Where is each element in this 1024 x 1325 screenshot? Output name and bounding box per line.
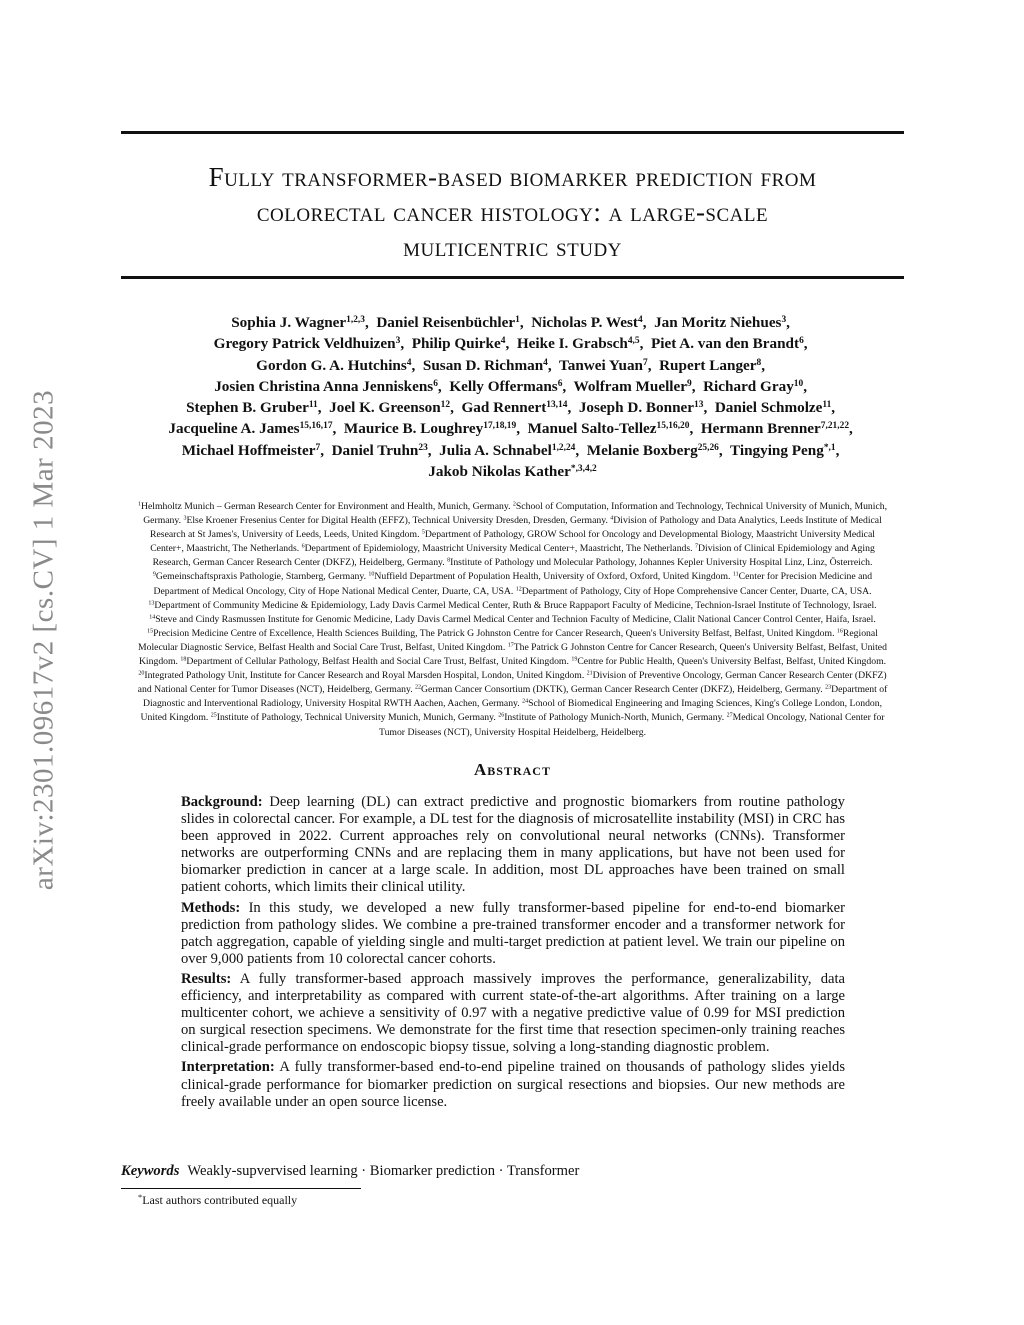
affiliation-text: Steve and Cindy Rasmussen Institute for Genomic Medicine, Lady Davis Carmel Medical Center and Technion Faculty of Medicine, Clalit National Cancer Control Center, Haifa, Israel. xyxy=(155,613,876,625)
affiliation-text: Institute of Pathology, Technical University Munich, Munich, Germany. xyxy=(216,712,499,724)
author-affiliation-marks: 6 xyxy=(433,378,438,389)
author-name: Sophia J. Wagner xyxy=(231,314,347,331)
affiliation-text: Germany. xyxy=(143,515,184,527)
affiliation-line xyxy=(121,711,904,725)
affiliation-line xyxy=(121,585,904,599)
author-affiliation-marks: 1,2,24 xyxy=(551,442,576,453)
author-name: Daniel Reisenbüchler xyxy=(376,314,516,331)
abstract-background-text: Deep learning (DL) can extract predictive and prognostic biomarkers from routine pathology slides in colorectal cancer. For example, a DL test for the diagnosis of microsatellite instability (MSI) in CRC has been approved in 2022. Current approaches rely on convolutional neural networks (CNNs). Transformer networks are outperforming CNNs and are replacing them in many applications, but have not been used for biomarker prediction in cancer at a large scale. In addition, most DL approaches have been trained on small patient cohorts, which limits their clinical utility. xyxy=(181,794,845,896)
affiliation-number: 13 xyxy=(148,600,155,607)
author-affiliation-marks: 4 xyxy=(543,357,548,368)
author-affiliation-marks: 15,16,20 xyxy=(656,421,690,432)
author-name: Richard Gray xyxy=(703,377,794,395)
author-line: Gordon G. A. Hutchins$^4$, Susan D. Richman$^4$, Tanwei Yuan$^7$, Rupert Langer$^8$, xyxy=(256,356,769,374)
affiliation-number: 9 xyxy=(152,572,156,579)
abstract-interpretation-label: Interpretation: xyxy=(181,1059,275,1076)
author-affiliation-marks: 13,14 xyxy=(546,400,568,411)
title-top-rule xyxy=(121,131,904,134)
author-affiliation-marks: 4 xyxy=(637,314,643,325)
affiliation-text: Diagnostic and Interventional Radiology, University Hospital RWTH Aachen, Aachen, Germany. xyxy=(142,698,523,710)
affiliation-text: Department of xyxy=(831,684,888,696)
author-name: Maurice B. Loughrey xyxy=(343,420,484,438)
author-affiliation-marks: *,1 xyxy=(823,442,836,453)
author-line: Josien Christina Anna Jenniskens$^6$, Kelly Offermans$^6$, Wolfram Mueller$^9$, Richard Gray$^{10}$, xyxy=(214,377,811,395)
author-name: Rupert Langer xyxy=(659,356,757,374)
affiliation-text: Division of Preventive Oncology, German Cancer Research Center (DKFZ) xyxy=(592,670,887,682)
affiliation-number: 8 xyxy=(447,558,451,565)
affiliation-text: Nuffield Department of Population Health, University of Oxford, Oxford, United Kingdom. xyxy=(374,571,733,583)
affiliation-text: Else Kroener Fresenius Center for Digital Health (EFFZ), Technical University Dresden, Dresden, Germany. xyxy=(186,515,611,527)
affiliation-text: School of Biomedical Engineering and Imaging Sciences, King's College London, London, xyxy=(528,698,883,710)
author-affiliation-marks: 9 xyxy=(687,378,692,389)
author-affiliation-marks: 10 xyxy=(793,378,804,389)
affiliation-line xyxy=(121,655,904,669)
author-name: Heike I. Grabsch xyxy=(516,335,628,353)
affiliation-text: School of Computation, Information and Technology, Technical University of Munich, Munich, xyxy=(515,501,888,512)
author-name: Melanie Boxberg xyxy=(586,441,698,459)
affiliation-line xyxy=(121,599,904,613)
author-affiliation-marks: 4 xyxy=(406,357,412,368)
affiliation-text: Research, German Cancer Research Center (DKFZ), Heidelberg, Germany. xyxy=(152,557,448,569)
author-name: Julia A. Schnabel xyxy=(439,441,552,459)
affiliation-text: Integrated Pathology Unit, Institute for Cancer Research and Royal Marsden Hospital, London, United Kingdom. xyxy=(144,670,587,682)
author-name: Philip Quirke xyxy=(411,335,501,353)
author-name: Manuel Salto-Tellez xyxy=(527,420,657,438)
author-name: Wolfram Mueller xyxy=(573,377,687,395)
author-name: Daniel Truhn xyxy=(331,441,419,459)
affiliations xyxy=(121,500,904,740)
author-name: Hermann Brenner xyxy=(700,420,821,438)
affiliation-number: 12 xyxy=(515,586,522,593)
affiliation-line xyxy=(121,500,904,514)
affiliation-number: 1 xyxy=(137,501,141,508)
author-name: Jakob Nikolas Kather xyxy=(428,463,571,481)
affiliation-number: 23 xyxy=(825,684,832,691)
affiliation-text: Regional xyxy=(842,627,878,639)
author-name: Nicholas P. West xyxy=(531,314,638,331)
affiliation-line xyxy=(121,514,904,528)
abstract-methods xyxy=(181,900,845,968)
author-affiliation-marks: 7 xyxy=(643,357,648,368)
author-affiliation-marks: 8 xyxy=(756,357,762,368)
affiliation-text: Center+, Maastricht, The Netherlands. xyxy=(150,543,302,555)
author-name: Stephen B. Gruber xyxy=(186,399,309,417)
affiliation-number: 11 xyxy=(732,572,739,579)
author-line: Jacqueline A. James$^{15,16,17}$, Maurice B. Loughrey$^{17,18,19}$, Manuel Salto-Tellez$^{15,16,20}$, Hermann Brenner$^{7,21,22}$, xyxy=(168,420,857,438)
paper-title xyxy=(121,160,904,265)
author-affiliation-marks: 6 xyxy=(799,336,804,347)
author-name: Jan Moritz Niehues xyxy=(654,314,782,331)
author-affiliation-marks: 4 xyxy=(500,336,506,347)
keywords-label: Keywords xyxy=(121,1163,180,1179)
affiliation-line xyxy=(121,528,904,542)
author-affiliation-marks: 1,2,3 xyxy=(346,314,365,325)
affiliation-text: Research at St James's, University of Leeds, Leeds, United Kingdom. xyxy=(150,529,422,541)
author-affiliation-marks: 13 xyxy=(694,400,704,411)
affiliation-line xyxy=(121,627,904,641)
abstract-interpretation-text: A fully transformer-based end-to-end pipeline trained on thousands of pathology slides yields clinical-grade performance for biomarker prediction on surgical resections and biopsies. Our new methods are freely available under an open source license. xyxy=(181,1059,845,1110)
title-line: Fully transformer-based biomarker prediction from xyxy=(208,162,817,192)
affiliation-text: and National Center for Tumor Diseases (NCT), Heidelberg, Germany. xyxy=(137,684,416,696)
affiliation-text: Department of Community Medicine & Epidemiology, Lady Davis Carmel Medical Center, Ruth & Bruce Rappaport Faculty of Medicine, Technion-Israel Institute of Technology, Israel. xyxy=(154,599,877,611)
author-line: Sophia J. Wagner$^{1,2,3}$, Daniel Reisenbüchler$^1$, Nicholas P. West$^4$, Jan Moritz Niehues$^3$, xyxy=(231,314,794,331)
affiliation-text: Centre for Public Health, Queen's University Belfast, Belfast, United Kingdom. xyxy=(577,656,887,668)
author-name: Daniel Schmolze xyxy=(714,399,823,417)
affiliation-text: Kingdom. xyxy=(138,656,181,668)
affiliation-line xyxy=(121,556,904,570)
affiliation-text: Molecular Diagnostic Service, Belfast Health and Social Care Trust, Belfast, United Kingdom. xyxy=(138,641,508,653)
author-affiliation-marks: 1 xyxy=(515,314,520,325)
affiliation-number: 3 xyxy=(183,515,187,522)
affiliation-number: 22 xyxy=(415,684,422,691)
author-name: Piet A. van den Brandt xyxy=(650,335,800,353)
affiliation-number: 6 xyxy=(301,543,305,550)
affiliation-text: Gemeinschaftspraxis Pathologie, Starnberg, Germany. xyxy=(155,571,369,583)
affiliation-text: Helmholtz Munich – German Research Center for Environment and Health, Munich, Germany. xyxy=(140,501,513,512)
author-name: Susan D. Richman xyxy=(422,356,544,374)
abstract-background xyxy=(181,794,845,897)
title-line: colorectal cancer histology: a large-scale xyxy=(256,197,769,227)
abstract-body xyxy=(181,794,845,1114)
affiliation-number: 2 xyxy=(512,501,516,508)
keywords xyxy=(121,1163,579,1180)
abstract-results-text: A fully transformer-based approach massively improves the performance, generalizability, data efficiency, and interpretability as compared with current state-of-the-art algorithms. After training on a large multicenter cohort, we achieve a sensitivity of 0.97 with a negative predictive value of 0.99 for MSI prediction on surgical resection specimens. We demonstrate for the first time that resection specimen-only training reaches clinical-grade performance on endoscopic biopsy tissue, solving a long-standing diagnostic problem. xyxy=(181,970,846,1056)
affiliation-line xyxy=(121,726,904,740)
affiliation-line xyxy=(121,683,904,697)
footnote-mark: * xyxy=(138,1192,143,1202)
author-affiliation-marks: 25,26 xyxy=(697,442,719,453)
author-affiliation-marks: 11 xyxy=(822,400,832,411)
author-list xyxy=(121,312,904,482)
footnote-rule xyxy=(121,1188,361,1189)
author-name: Gregory Patrick Veldhuizen xyxy=(213,335,396,353)
affiliation-text: Department of Epidemiology, Maastricht University Medical Center+, Maastricht, The Netherlands. xyxy=(304,543,695,555)
affiliation-text: German Cancer Consortium (DKTK), German Cancer Research Center (DKFZ), Heidelberg, Germany. xyxy=(421,684,826,696)
affiliation-text: Department of Cellular Pathology, Belfast Health and Social Care Trust, Belfast, United Kingdom. xyxy=(186,656,572,668)
author-affiliation-marks: 6 xyxy=(557,378,563,389)
affiliation-text: Institute of Pathology und Molecular Pathology, Johannes Kepler University Hospital Linz, Linz, Österreich. xyxy=(450,557,873,569)
affiliation-text: United Kingdom. xyxy=(140,712,211,724)
affiliation-number: 25 xyxy=(210,713,217,720)
author-affiliation-marks: 11 xyxy=(308,400,318,411)
author-line xyxy=(121,461,904,482)
affiliation-text: Precision Medicine Centre of Excellence, Health Sciences Building, The Patrick G Johnston Centre for Cancer Research, Queen's University Belfast, Belfast, United Kingdom. xyxy=(153,627,837,639)
author-line: Gregory Patrick Veldhuizen$^3$, Philip Quirke$^4$, Heike I. Grabsch$^{4,5}$, Piet A. van den Brandt$^6$, xyxy=(213,335,812,353)
affiliation-text: Department of Pathology, City of Hope Comprehensive Cancer Center, Duarte, CA, USA. xyxy=(521,585,872,597)
author-name: Gordon G. A. Hutchins xyxy=(256,356,407,374)
affiliation-number: 5 xyxy=(421,529,425,536)
affiliation-number: 16 xyxy=(836,628,843,635)
author-affiliation-marks: 4,5 xyxy=(627,336,640,347)
author-name: Kelly Offermans xyxy=(449,377,558,395)
abstract-heading: Abstract xyxy=(474,760,551,779)
affiliation-number: 10 xyxy=(368,572,375,579)
arxiv-side-label: arXiv:2301.09617v2 [cs.CV] 1 Mar 2023 xyxy=(27,389,60,891)
author-name: Josien Christina Anna Jenniskens xyxy=(214,377,434,395)
author-name: Joseph D. Bonner xyxy=(578,399,695,417)
author-affiliation-marks: 3 xyxy=(781,314,787,325)
affiliation-number: 27 xyxy=(726,713,733,720)
affiliation-text: Division of Clinical Epidemiology and Aging xyxy=(698,543,875,555)
affiliation-text: Division of Pathology and Data Analytics, Leeds Institute of Medical xyxy=(613,515,882,527)
affiliation-number: 14 xyxy=(149,614,156,621)
author-affiliation-marks: *,3,4,2 xyxy=(570,463,597,474)
author-affiliation-marks: 23 xyxy=(418,442,428,453)
affiliation-line xyxy=(121,570,904,584)
affiliation-number: 24 xyxy=(522,699,529,706)
keywords-text: Weakly-supvervised learning · Biomarker prediction · Transformer xyxy=(187,1163,580,1179)
abstract-background-label: Background: xyxy=(181,794,263,810)
abstract-methods-text: In this study, we developed a new fully transformer-based pipeline for end-to-end biomarker prediction from pathology slides. We combine a pre-trained transformer encoder and a transformer network for patch aggregation, capable of yielding single and multi-target prediction at patient level. We train our pipeline on over 9,000 patients from 10 colorectal cancer cohorts. xyxy=(181,899,845,967)
affiliation-number: 17 xyxy=(507,642,514,649)
abstract-results xyxy=(181,971,845,1056)
author-affiliation-marks: 7 xyxy=(315,442,321,453)
author-name: Joel K. Greenson xyxy=(329,399,441,417)
affiliation-text: Department of Pathology, GROW School for Oncology and Developmental Biology, Maastricht University Medical xyxy=(424,529,875,541)
abstract-methods-label: Methods: xyxy=(181,899,241,916)
author-affiliation-marks: 3 xyxy=(395,336,401,347)
affiliation-text: Institute of Pathology Munich-North, Munich, Germany. xyxy=(504,712,727,724)
author-line: Michael Hoffmeister$^7$, Daniel Truhn$^{23}$, Julia A. Schnabel$^{1,2,24}$, Melanie Boxberg$^{25,26}$, Tingying Peng$^{*,1}$, xyxy=(181,441,844,459)
affiliation-number: 19 xyxy=(571,656,578,663)
affiliation-number: 7 xyxy=(695,543,698,550)
affiliation-number: 20 xyxy=(138,670,145,677)
author-name: Michael Hoffmeister xyxy=(181,441,316,459)
affiliation-line xyxy=(121,542,904,556)
affiliation-number: 21 xyxy=(586,670,593,677)
abstract-results-label: Results: xyxy=(181,970,232,987)
affiliation-text: Medical Oncology, National Center for xyxy=(732,712,885,724)
abstract-interpretation xyxy=(181,1059,845,1110)
author-affiliation-marks: 15,16,17 xyxy=(299,421,333,432)
affiliation-text: Department of Medical Oncology, City of Hope National Medical Center, Duarte, CA, USA. xyxy=(153,585,516,597)
affiliation-number: 26 xyxy=(498,713,505,720)
author-name: Tanwei Yuan xyxy=(559,356,643,374)
affiliation-line xyxy=(121,641,904,655)
footnote xyxy=(138,1193,297,1208)
affiliation-text: The Patrick G Johnston Centre for Cancer Research, Queen's University Belfast, Belfast, United xyxy=(513,641,887,653)
affiliation-number: 18 xyxy=(180,656,187,663)
affiliation-text: Tumor Diseases (NCT), University Hospital Heidelberg, Heidelberg. xyxy=(379,726,646,738)
title-bottom-rule xyxy=(121,276,904,279)
author-name: Jacqueline A. James xyxy=(168,420,300,438)
author-affiliation-marks: 17,18,19 xyxy=(483,421,517,432)
author-affiliation-marks: 7,21,22 xyxy=(820,421,850,432)
affiliation-line xyxy=(121,669,904,683)
footnote-text: Last authors contributed equally xyxy=(142,1193,298,1207)
affiliation-text: Center for Precision Medicine and xyxy=(738,571,873,583)
author-line: Stephen B. Gruber$^{11}$, Joel K. Greenson$^{12}$, Gad Rennert$^{13,14}$, Joseph D. Bonner$^{13}$, Daniel Schmolze$^{11}$, xyxy=(186,399,839,417)
author-name: Gad Rennert xyxy=(461,399,547,417)
affiliation-number: 15 xyxy=(147,628,154,635)
affiliation-line xyxy=(121,613,904,627)
title-line: multicentric study xyxy=(403,232,622,262)
affiliation-line xyxy=(121,697,904,711)
author-affiliation-marks: 12 xyxy=(440,400,451,411)
affiliation-number: 4 xyxy=(610,515,614,522)
author-name: Tingying Peng xyxy=(730,441,824,459)
